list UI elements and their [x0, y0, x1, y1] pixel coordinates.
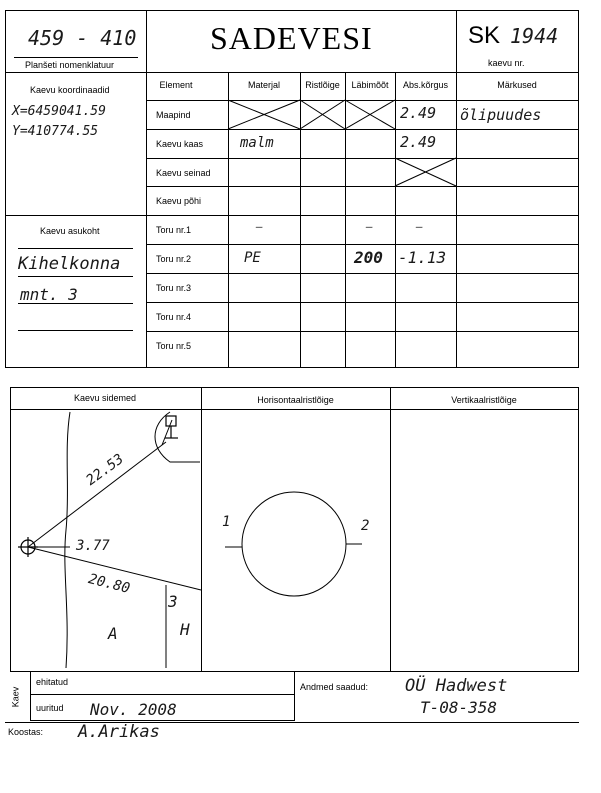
row-element: Kaevu seinad: [156, 168, 211, 178]
col-header-element: Element: [159, 80, 193, 90]
row-element: Toru nr.1: [156, 225, 192, 235]
sheet-number-label: Planšeti nomenklatuur: [25, 60, 115, 70]
dim-top: 22.53: [83, 451, 127, 489]
cell-materjal: —: [256, 220, 263, 233]
cell-materjal: PE: [244, 250, 261, 266]
page-title: SADEVESI: [210, 20, 373, 56]
coordinates-label: Kaevu koordinaadid: [30, 85, 110, 95]
cell-abs: -1.13: [398, 248, 447, 267]
location-line2: mnt. 3: [20, 285, 78, 304]
row-element: Toru nr.4: [156, 312, 192, 322]
kaev-side-label: Kaev: [10, 686, 21, 708]
cell-abs: 2.49: [400, 104, 437, 122]
source-label: Andmed saadud:: [300, 682, 369, 692]
author-value: A.Arikas: [78, 722, 160, 742]
col-header-ristloige: Ristlõige: [305, 80, 340, 90]
sheet-number: 459 - 410: [28, 26, 137, 50]
cell-abs: —: [416, 220, 423, 233]
location-line1: Kihelkonna: [18, 254, 121, 274]
cell-materjal: malm: [240, 135, 274, 151]
source-line2: T-08-358: [420, 698, 498, 717]
cell-labimoot: 200: [354, 248, 383, 267]
col-header-abs: Abs.kõrgus: [402, 80, 449, 90]
col-header-markused: Märkused: [497, 80, 537, 90]
dim-bottom: 20.80: [86, 571, 132, 597]
label-a: A: [108, 624, 118, 643]
well-prefix: SK: [468, 22, 501, 49]
cell-markused: õlipuudes: [460, 106, 542, 124]
coordinate-y: Y=410774.55: [12, 124, 99, 139]
row-element: Maapind: [156, 110, 191, 120]
built-label: ehitatud: [36, 677, 69, 687]
source-line1: OÜ Hadwest: [405, 676, 508, 696]
author-label: Koostas:: [8, 727, 44, 737]
label-h: H: [180, 620, 190, 639]
location-label: Kaevu asukoht: [40, 226, 100, 236]
row-element: Kaevu kaas: [156, 139, 204, 149]
coordinate-x: X=6459041.59: [12, 104, 106, 119]
horizontal-section-label: Horisontaalristlõige: [257, 395, 334, 405]
ties-label: Kaevu sidemed: [73, 393, 137, 403]
pipe-1-label: 1: [222, 514, 231, 530]
row-element: Toru nr.2: [156, 254, 192, 264]
dim-mid: 3.77: [76, 538, 110, 554]
pipe-2-label: 2: [361, 518, 370, 534]
surveyed-label: uuritud: [36, 703, 64, 713]
col-header-labimoot: Läbimõõt: [351, 80, 389, 90]
row-element: Kaevu põhi: [156, 196, 202, 206]
well-number: 1944: [510, 24, 559, 48]
row-element: Toru nr.3: [156, 283, 192, 293]
col-header-materjal: Materjal: [247, 80, 280, 90]
cell-abs: 2.49: [400, 133, 437, 151]
surveyed-value: Nov. 2008: [90, 700, 177, 719]
well-label: kaevu nr.: [488, 58, 525, 68]
cell-labimoot: —: [366, 220, 373, 233]
row-element: Toru nr.5: [156, 341, 192, 351]
vertical-section-label: Vertikaalristlõige: [451, 395, 517, 405]
label-3: 3: [168, 592, 178, 611]
